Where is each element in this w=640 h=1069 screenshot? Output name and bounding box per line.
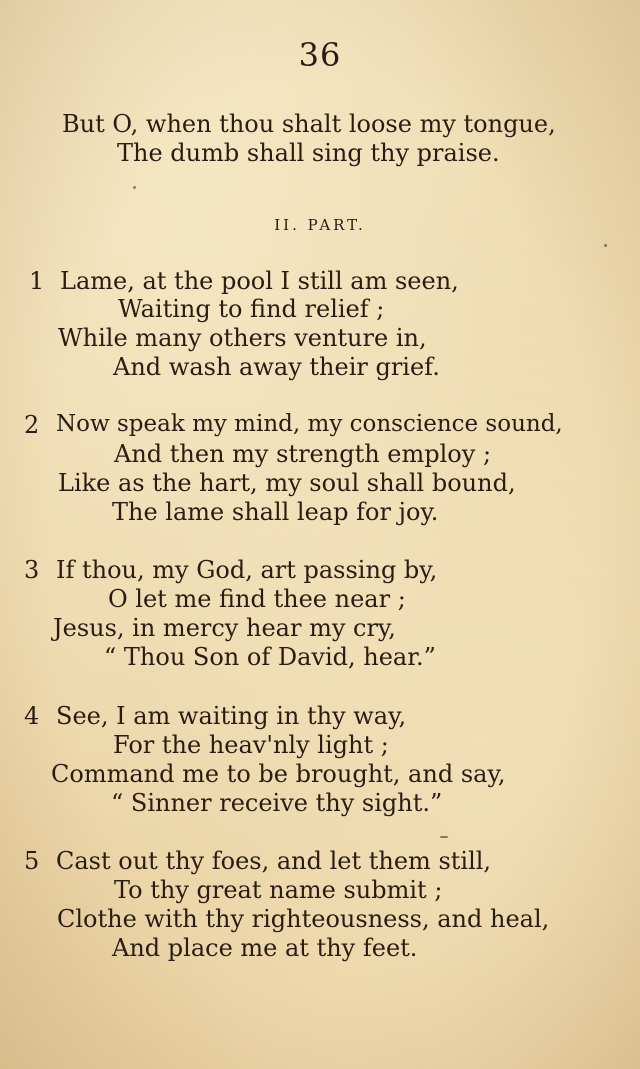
verse-line: Command me to be brought, and say,	[51, 760, 506, 788]
part-heading: II. PART.	[274, 216, 366, 234]
verse-line: O let me find thee near ;	[108, 585, 406, 613]
verse-line: “ Thou Son of David, hear.”	[104, 643, 436, 671]
paper-speck	[133, 186, 136, 189]
verse-line: And place me at thy feet.	[112, 934, 418, 962]
verse-number: 1	[29, 267, 45, 295]
paper-speck	[604, 244, 607, 247]
verse-number: 4	[24, 702, 40, 730]
page-number: 36	[298, 36, 342, 74]
verse-number: 2	[24, 411, 40, 439]
verse-line: “ Sinner receive thy sight.”	[111, 789, 443, 817]
verse-line: If thou, my God, art passing by,	[56, 556, 438, 584]
verse-line: See, I am waiting in thy way,	[56, 702, 407, 730]
intro-line-1: But O, when thou shalt loose my tongue,	[62, 110, 556, 138]
verse-line: Like as the hart, my soul shall bound,	[58, 469, 516, 497]
verse-line: Clothe with thy righteousness, and heal,	[57, 905, 550, 933]
verse-line: Waiting to find relief ;	[118, 295, 385, 323]
intro-line-2: The dumb shall sing thy praise.	[117, 139, 500, 167]
verse-line: The lame shall leap for joy.	[112, 498, 439, 526]
verse-line: To thy great name submit ;	[114, 876, 443, 904]
verse-number: 3	[24, 556, 40, 584]
verse-line: Now speak my mind, my conscience sound,	[56, 411, 563, 437]
verse-line: For the heav'nly light ;	[113, 731, 389, 759]
verse-line: While many others venture in,	[58, 324, 427, 352]
verse-number: 5	[24, 847, 40, 875]
verse-line: Cast out thy foes, and let them still,	[56, 847, 492, 875]
verse-line: Jesus, in mercy hear my cry,	[53, 614, 396, 642]
verse-line: And wash away their grief.	[113, 353, 440, 381]
verse-line: And then my strength employ ;	[114, 440, 492, 468]
paper-speck	[440, 836, 448, 838]
verse-line: Lame, at the pool I still am seen,	[60, 267, 459, 295]
